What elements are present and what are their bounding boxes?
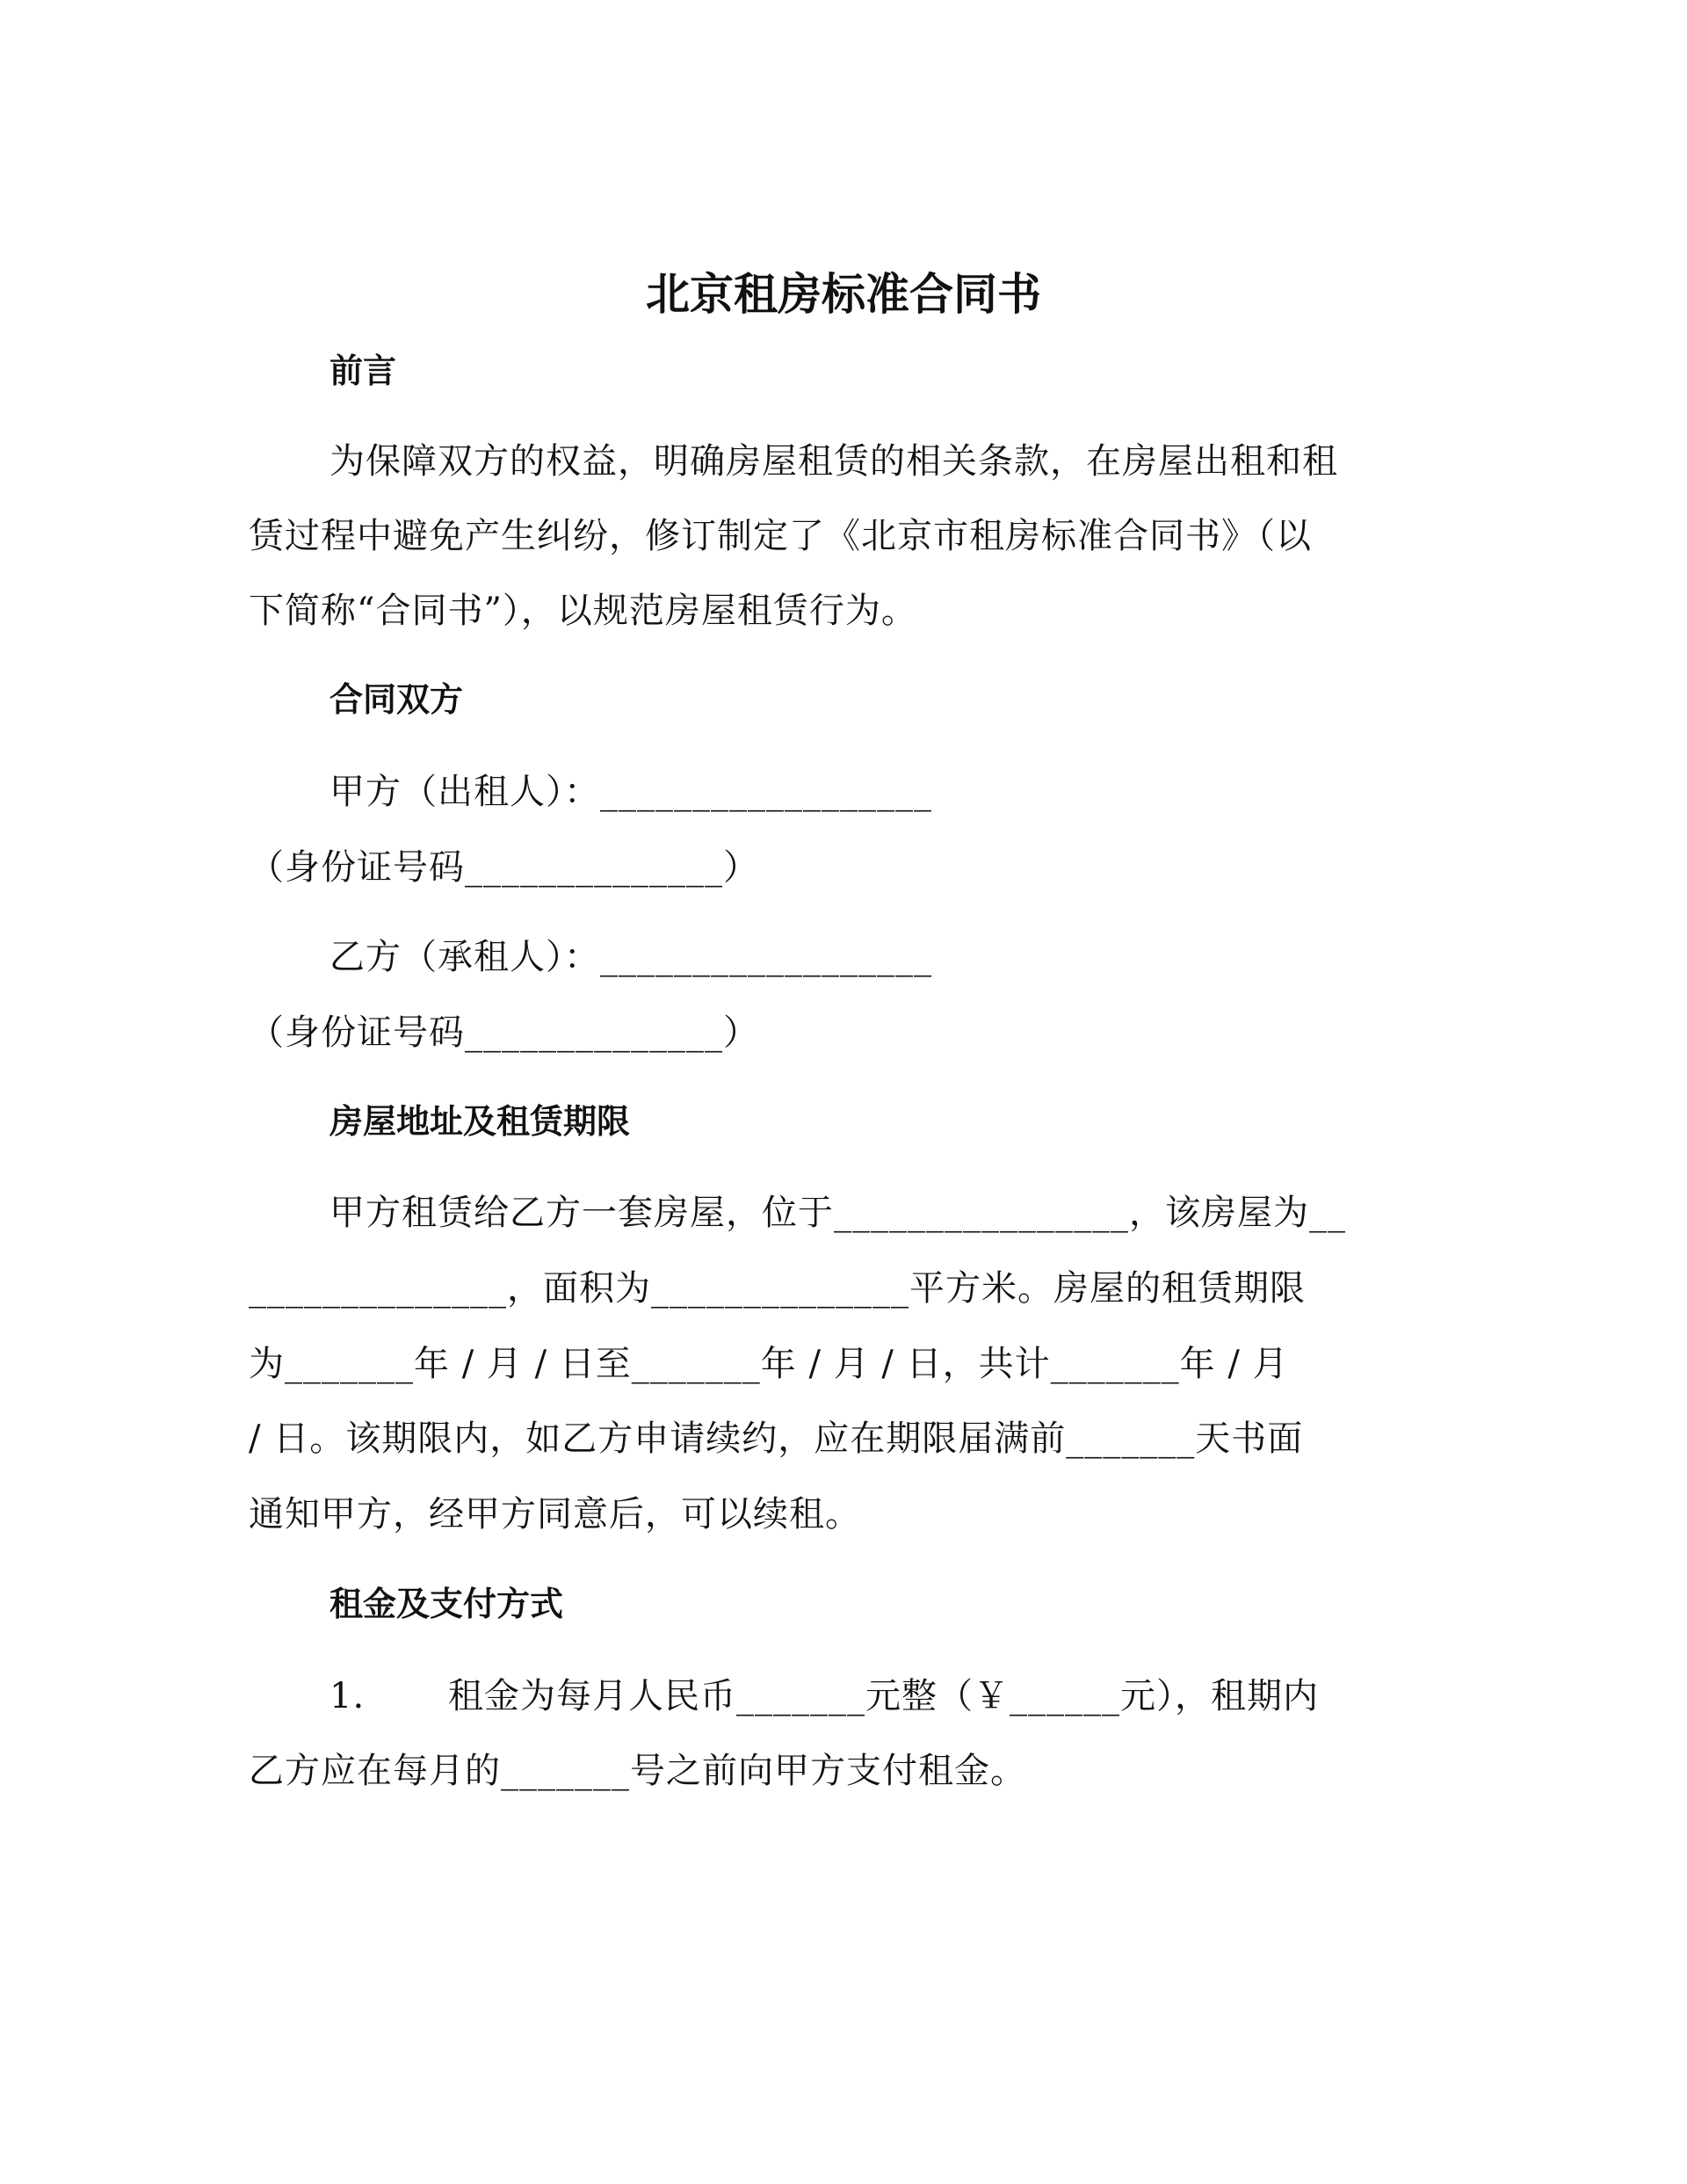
preface-line-2: 赁过程中避免产生纠纷，修订制定了《北京市租房标准合同书》（以	[249, 516, 1312, 556]
tenant-id-line: （身份证号码______________）	[249, 1012, 759, 1053]
section-heading-rent: 租金及支付方式	[329, 1584, 564, 1623]
preface-line-1: 为保障双方的权益，明确房屋租赁的相关条款，在房屋出租和租	[329, 441, 1338, 482]
document-title: 北京租房标准合同书	[646, 268, 1041, 320]
address-line-3: 为_______年 / 月 / 日至_______年 / 月 / 日，共计_______年 / 月	[249, 1344, 1289, 1384]
rent-item-number: 1.	[329, 1676, 366, 1716]
landlord-id-line: （身份证号码______________）	[249, 847, 759, 888]
section-heading-parties: 合同双方	[329, 679, 464, 719]
rent-line-1: 租金为每月人民币_______元整（￥______元），租期内	[448, 1676, 1319, 1716]
address-line-2: ______________，面积为______________平方米。房屋的租赁期限	[249, 1268, 1306, 1309]
section-heading-address: 房屋地址及租赁期限	[329, 1101, 631, 1141]
rent-line-2: 乙方应在每月的_______号之前向甲方支付租金。	[249, 1751, 1026, 1791]
section-heading-preface: 前言	[329, 351, 397, 390]
preface-line-3: 下简称“合同书”），以规范房屋租赁行为。	[249, 591, 917, 631]
address-line-5: 通知甲方，经甲方同意后，可以续租。	[249, 1494, 861, 1535]
landlord-line: 甲方（出租人）：__________________	[329, 772, 932, 812]
address-line-4: / 日。该期限内，如乙方申请续约，应在期限届满前_______天书面	[249, 1419, 1304, 1459]
address-line-1: 甲方租赁给乙方一套房屋，位于________________，该房屋为__	[329, 1193, 1346, 1233]
tenant-line: 乙方（承租人）：__________________	[329, 937, 932, 977]
